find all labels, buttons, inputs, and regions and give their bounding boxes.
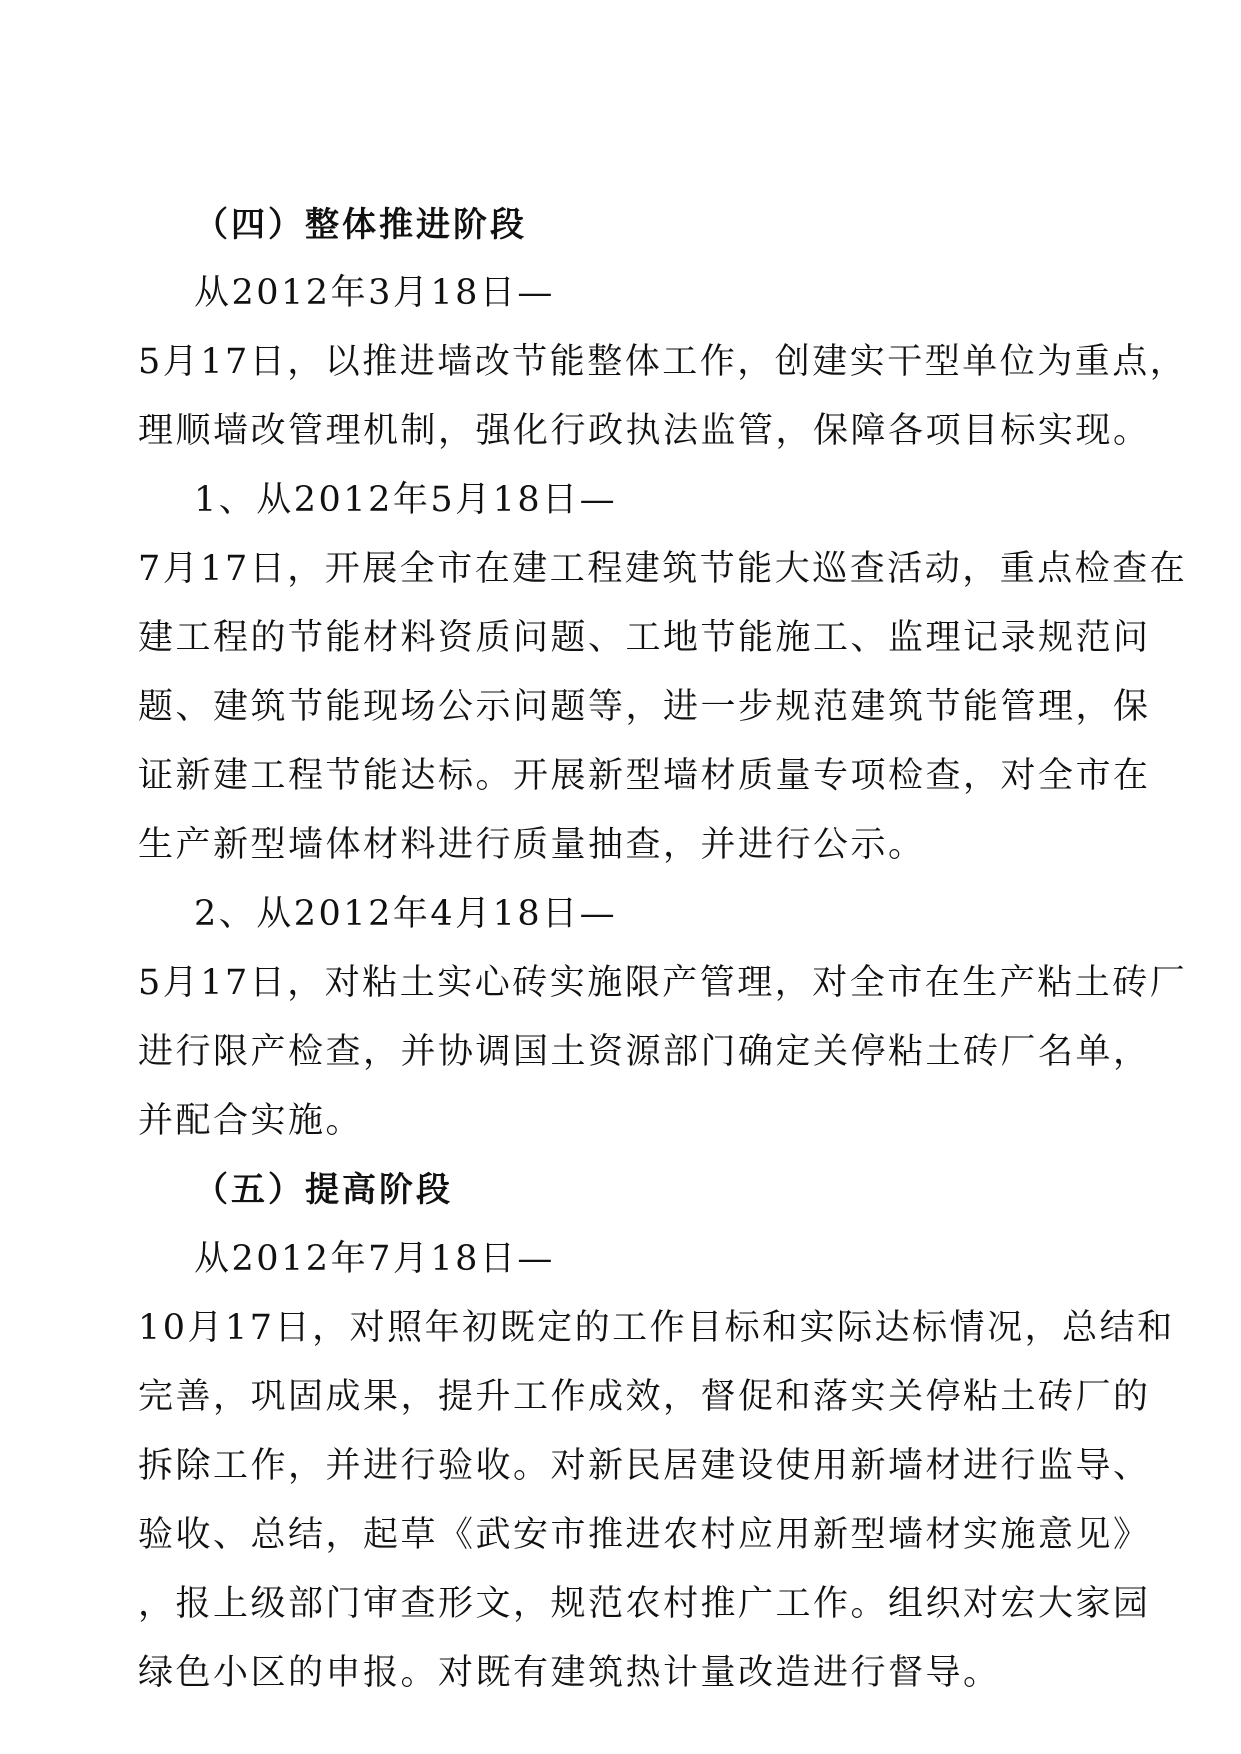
section-5-paragraph-line: 完善，巩固成果，提升工作成效，督促和落实关停粘土砖厂的 — [138, 1377, 1151, 1417]
section-5-paragraph-line: 验收、总结，起草《武安市推进农村应用新型墙材实施意见》 — [138, 1515, 1151, 1555]
section-4-paragraph-line: 理顺墙改管理机制，强化行政执法监管，保障各项目标实现。 — [138, 411, 1151, 451]
section-4-paragraph-line: 5月17日，以推进墙改节能整体工作，创建实干型单位为重点， — [138, 342, 1188, 382]
section-5-paragraph-line: 拆除工作，并进行验收。对新民居建设使用新墙材进行监导、 — [138, 1446, 1151, 1486]
item-2-line: 并配合实施。 — [138, 1101, 364, 1141]
section-5-paragraph-line: ，报上级部门审查形文，规范农村推广工作。组织对宏大家园 — [138, 1584, 1151, 1624]
item-1-line: 生产新型墙体材料进行质量抽查，并进行公示。 — [138, 825, 926, 865]
item-1-line: 7月17日，开展全市在建工程建筑节能大巡查活动，重点检查在 — [138, 549, 1188, 589]
item-1-line: 题、建筑节能现场公示问题等，进一步规范建筑节能管理，保 — [138, 687, 1151, 727]
item-2-line: 进行限产检查，并协调国土资源部门确定关停粘土砖厂名单， — [138, 1032, 1151, 1072]
item-1-line: 1、从2012年5月18日— — [194, 480, 618, 520]
section-5-paragraph-line: 从2012年7月18日— — [194, 1239, 555, 1279]
item-1-line: 证新建工程节能达标。开展新型墙材质量专项检查，对全市在 — [138, 756, 1151, 796]
section-4-heading: （四）整体推进阶段 — [194, 205, 527, 245]
section-4-paragraph-line: 从2012年3月18日— — [194, 273, 555, 313]
section-5-paragraph-line: 10月17日，对照年初既定的工作目标和实际达标情况，总结和 — [138, 1308, 1175, 1348]
section-5-heading: （五）提高阶段 — [194, 1170, 453, 1210]
item-2-line: 5月17日，对粘土实心砖实施限产管理，对全市在生产粘土砖厂 — [138, 963, 1188, 1003]
item-1-line: 建工程的节能材料资质问题、工地节能施工、监理记录规范问 — [138, 618, 1151, 658]
item-2-line: 2、从2012年4月18日— — [194, 894, 618, 934]
section-5-paragraph-line: 绿色小区的申报。对既有建筑热计量改造进行督导。 — [138, 1653, 1001, 1693]
